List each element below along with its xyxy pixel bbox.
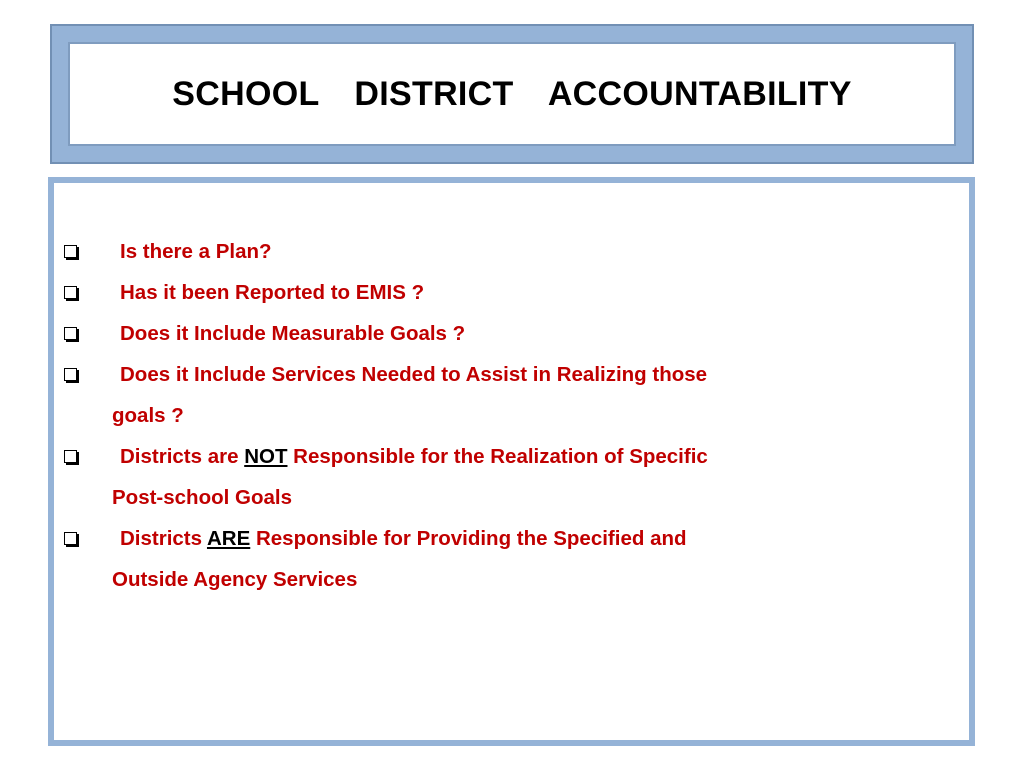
bullet-text-after: Responsible for the Realization of Specific	[287, 445, 708, 468]
checkbox-icon	[64, 286, 77, 299]
bullet-item-services	[62, 354, 708, 436]
bullet-text-before: Districts are	[120, 445, 245, 468]
bullet-text: Does it Include Services Needed to Assist in Realizing those	[120, 363, 708, 386]
checkbox-icon	[64, 368, 77, 381]
bullet-item-emis	[62, 272, 708, 313]
title-frame	[50, 24, 974, 164]
slide-title: SCHOOL DISTRICT ACCOUNTABILITY	[172, 74, 852, 113]
emphasis-are: ARE	[206, 527, 251, 550]
bullet-item-plan	[62, 231, 708, 272]
checkbox-icon	[64, 532, 77, 545]
checkbox-icon	[64, 327, 77, 340]
bullet-text: Has it been Reported to EMIS ?	[120, 281, 425, 304]
checkbox-icon	[64, 245, 77, 258]
bullet-text-after: Responsible for Providing the Specified and	[250, 527, 687, 550]
bullet-text-continued: goals ?	[112, 404, 184, 427]
content-frame	[48, 177, 975, 746]
checkbox-icon	[64, 450, 77, 463]
bullet-text-before: Districts	[120, 527, 207, 550]
bullet-list	[62, 231, 708, 600]
bullet-text-continued: Post-school Goals	[112, 486, 292, 509]
emphasis-not: NOT	[244, 445, 288, 468]
title-box	[68, 42, 956, 146]
bullet-text: Is there a Plan?	[120, 240, 272, 263]
bullet-item-are-responsible	[62, 518, 708, 600]
bullet-item-not-responsible	[62, 436, 708, 518]
bullet-text: Does it Include Measurable Goals ?	[120, 322, 466, 345]
bullet-text-continued: Outside Agency Services	[112, 568, 358, 591]
bullet-item-measurable-goals	[62, 313, 708, 354]
